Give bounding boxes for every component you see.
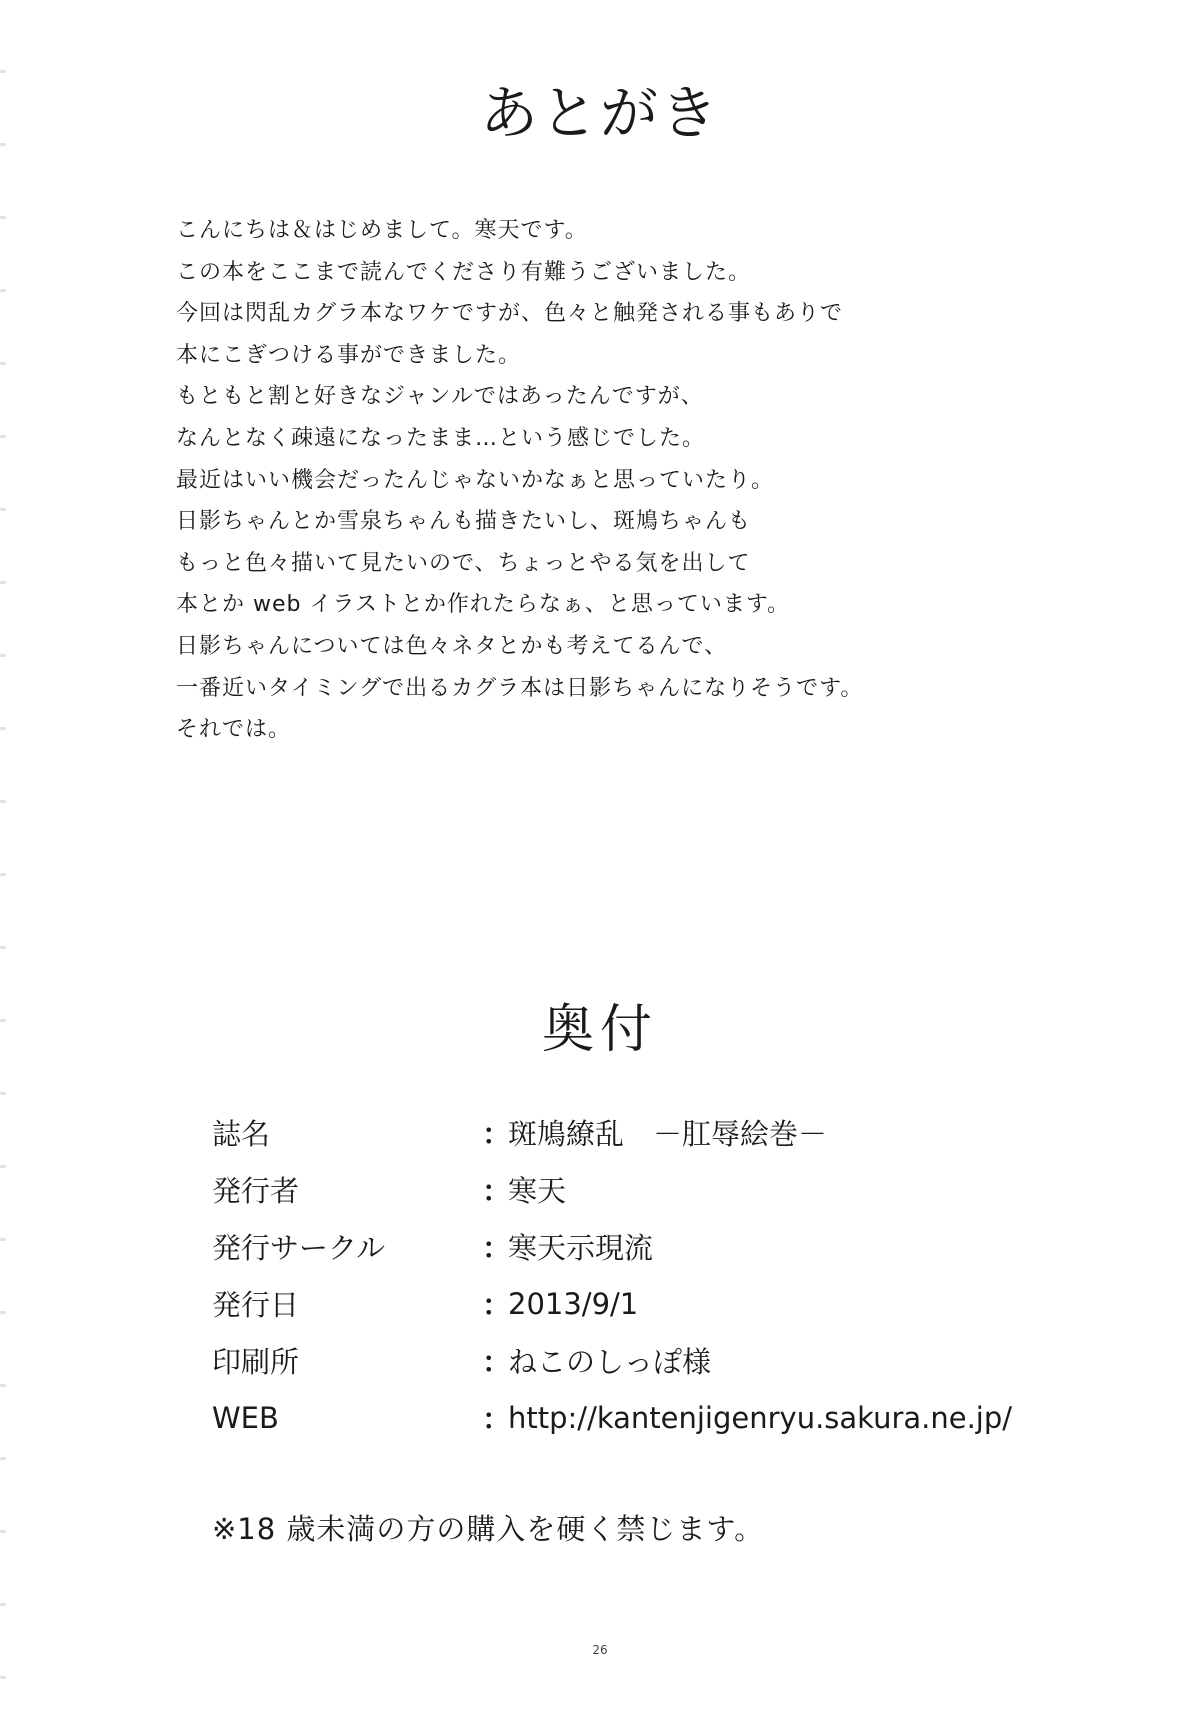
afterword-line: 日影ちゃんとか雪泉ちゃんも描きたいし、斑鳩ちゃんも <box>176 509 752 535</box>
afterword-title: あとがき <box>479 79 720 147</box>
scanned-page-edge <box>0 0 6 1717</box>
colophon-row-circle <box>212 1218 1032 1275</box>
colophon-row-printer <box>212 1332 1032 1389</box>
afterword-line: それでは。 <box>176 717 292 743</box>
colophon-value: 寒天示現流 <box>508 1231 654 1265</box>
colophon-label: 発行者 <box>212 1174 300 1208</box>
colophon-separator: ： <box>482 1402 512 1436</box>
afterword-line: もっと色々描いて見たいので、ちょっとやる気を出して <box>176 550 751 576</box>
colophon-label: 誌名 <box>212 1117 271 1151</box>
colophon-row-web <box>212 1389 1032 1446</box>
afterword-line: 本にこぎつける事ができました。 <box>176 342 522 368</box>
colophon-table <box>212 1104 1032 1446</box>
age-restriction-notice: ※18 歳未満の方の購入を硬く禁じます。 <box>212 1512 765 1546</box>
colophon-value: 斑鳩繚乱 －肛辱絵巻－ <box>508 1117 828 1151</box>
afterword-body <box>176 210 1076 751</box>
colophon-separator: ： <box>482 1345 512 1379</box>
afterword-line: 本とか web イラストとか作れたらなぁ、と思っています。 <box>176 592 791 618</box>
colophon-value: 2013/9/1 <box>508 1286 639 1321</box>
colophon-title: 奥付 <box>541 1000 658 1060</box>
colophon-label: 発行日 <box>212 1288 300 1322</box>
colophon-separator: ： <box>482 1174 512 1208</box>
afterword-line: こんにちは＆はじめまして。寒天です。 <box>176 218 588 243</box>
page-number: 26 <box>592 1643 608 1657</box>
colophon-label: 発行サークル <box>212 1231 386 1265</box>
colophon-separator: ： <box>482 1288 512 1322</box>
colophon-separator: ： <box>482 1231 512 1265</box>
afterword-line: なんとなく疎遠になったまま…という感じでした。 <box>176 425 706 451</box>
colophon-row-publisher <box>212 1161 1032 1218</box>
colophon-row-title <box>212 1104 1032 1161</box>
afterword-line: 最近はいい機会だったんじゃないかなぁと思っていたり。 <box>176 467 775 493</box>
afterword-line: 今回は閃乱カグラ本なワケですが、色々と触発される事もありで <box>176 301 844 327</box>
colophon-label: WEB <box>212 1400 279 1435</box>
colophon-label: 印刷所 <box>212 1345 300 1379</box>
colophon-value: 寒天 <box>508 1174 567 1208</box>
afterword-line: 日影ちゃんについては色々ネタとかも考えてるんで、 <box>176 633 728 659</box>
colophon-row-date <box>212 1275 1032 1332</box>
colophon-url: http://kantenjigenryu.sakura.ne.jp/ <box>508 1400 1013 1435</box>
afterword-line: もともと割と好きなジャンルではあったんですが、 <box>176 384 704 410</box>
colophon-separator: ： <box>482 1117 512 1151</box>
afterword-line: 一番近いタイミングで出るカグラ本は日影ちゃんになりそうです。 <box>176 675 864 701</box>
colophon-value: ねこのしっぽ様 <box>508 1345 712 1379</box>
afterword-line: この本をここまで読んでくださり有難うございました。 <box>176 259 752 285</box>
